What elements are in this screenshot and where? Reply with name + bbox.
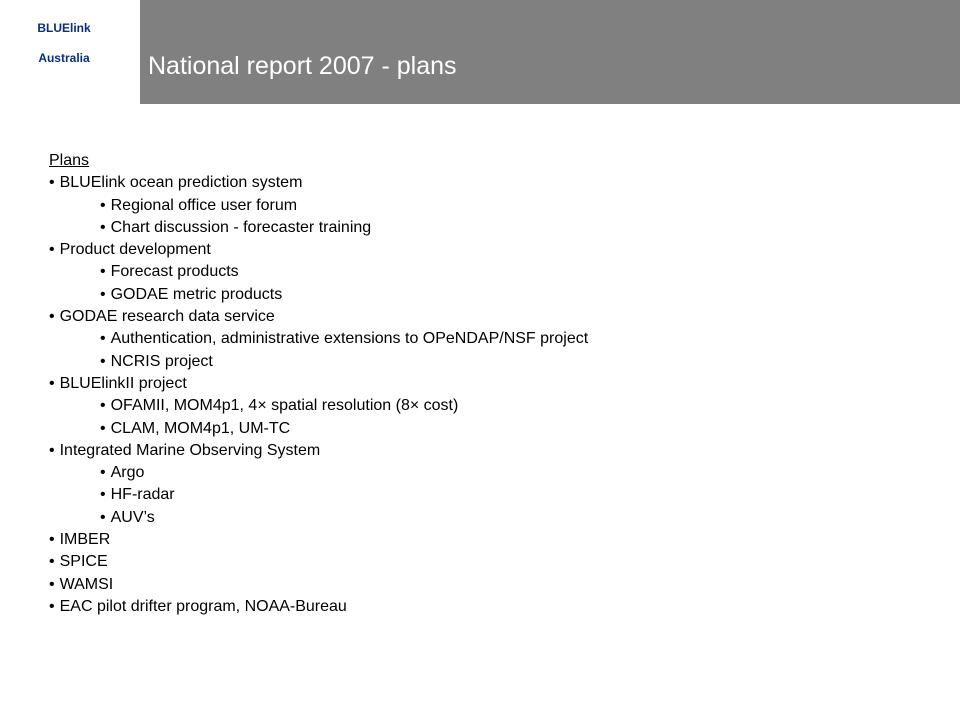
list-item	[49, 596, 588, 618]
list-item-text: WAMSI	[59, 575, 114, 593]
title-bar	[140, 0, 960, 104]
bullet-icon: •	[49, 374, 55, 392]
list-item	[49, 551, 588, 573]
list-item	[49, 306, 588, 328]
list-item-text: Chart discussion - forecaster training	[110, 218, 372, 236]
bullet-icon: •	[49, 531, 55, 549]
sub-list-item	[49, 418, 588, 440]
sub-list-item	[49, 328, 588, 350]
list-item	[49, 574, 588, 596]
list-item-text: IMBER	[59, 531, 111, 549]
sub-list-item	[49, 261, 588, 283]
bullet-icon: •	[100, 419, 106, 437]
list-item	[49, 239, 588, 261]
list-item-text: NCRIS project	[110, 352, 213, 370]
list-item-text: GODAE research data service	[59, 308, 275, 326]
bullet-icon: •	[49, 553, 55, 571]
list-item-text: AUV’s	[110, 508, 155, 526]
list-item-text: Integrated Marine Observing System	[59, 441, 321, 459]
list-item	[49, 172, 588, 194]
org-name: BLUElink	[37, 21, 91, 35]
sub-list-item	[49, 284, 588, 306]
bullet-icon: •	[100, 285, 106, 303]
list-item-text: OFAMII, MOM4p1, 4× spatial resolution (8× cost)	[110, 397, 459, 415]
content-body	[49, 150, 588, 618]
list-item-text: SPICE	[59, 553, 108, 571]
list-item-text: BLUElinkII project	[59, 374, 187, 392]
sub-list-item	[49, 507, 588, 529]
list-item	[49, 529, 588, 551]
bullet-icon: •	[100, 196, 106, 214]
sub-list-item	[49, 462, 588, 484]
sub-list-item	[49, 195, 588, 217]
sub-list-item	[49, 484, 588, 506]
org-country: Australia	[38, 51, 90, 65]
list-item-text: HF-radar	[110, 486, 175, 504]
bullet-icon: •	[49, 597, 55, 615]
org-logo-block	[0, 0, 140, 104]
list-item-text: Product development	[59, 241, 211, 259]
list-item	[49, 373, 588, 395]
list-item-text: EAC pilot drifter program, NOAA-Bureau	[59, 597, 347, 615]
page-title: National report 2007 - plans	[148, 52, 457, 80]
bullet-icon: •	[100, 218, 106, 236]
bullet-icon: •	[49, 241, 55, 259]
bullet-icon: •	[100, 330, 106, 348]
list-item	[49, 440, 588, 462]
list-item-text: Forecast products	[110, 263, 239, 281]
list-item-text: Regional office user forum	[110, 196, 298, 214]
bullet-icon: •	[100, 464, 106, 482]
list-item-text: GODAE metric products	[110, 285, 283, 303]
bullet-icon: •	[100, 486, 106, 504]
sub-list-item	[49, 395, 588, 417]
bullet-icon: •	[49, 575, 55, 593]
bullet-icon: •	[49, 441, 55, 459]
list-item-text: Authentication, administrative extensions to OPeNDAP/NSF project	[110, 330, 589, 348]
bullet-icon: •	[49, 308, 55, 326]
section-heading: Plans	[49, 152, 90, 169]
bullet-list	[49, 172, 588, 618]
bullet-icon: •	[100, 508, 106, 526]
list-item-text: BLUElink ocean prediction system	[59, 174, 303, 192]
bullet-icon: •	[100, 263, 106, 281]
bullet-icon: •	[100, 397, 106, 415]
bullet-icon: •	[100, 352, 106, 370]
list-item-text: Argo	[110, 464, 145, 482]
bullet-icon: •	[49, 174, 55, 192]
list-item-text: CLAM, MOM4p1, UM-TC	[110, 419, 291, 437]
sub-list-item	[49, 217, 588, 239]
sub-list-item	[49, 351, 588, 373]
